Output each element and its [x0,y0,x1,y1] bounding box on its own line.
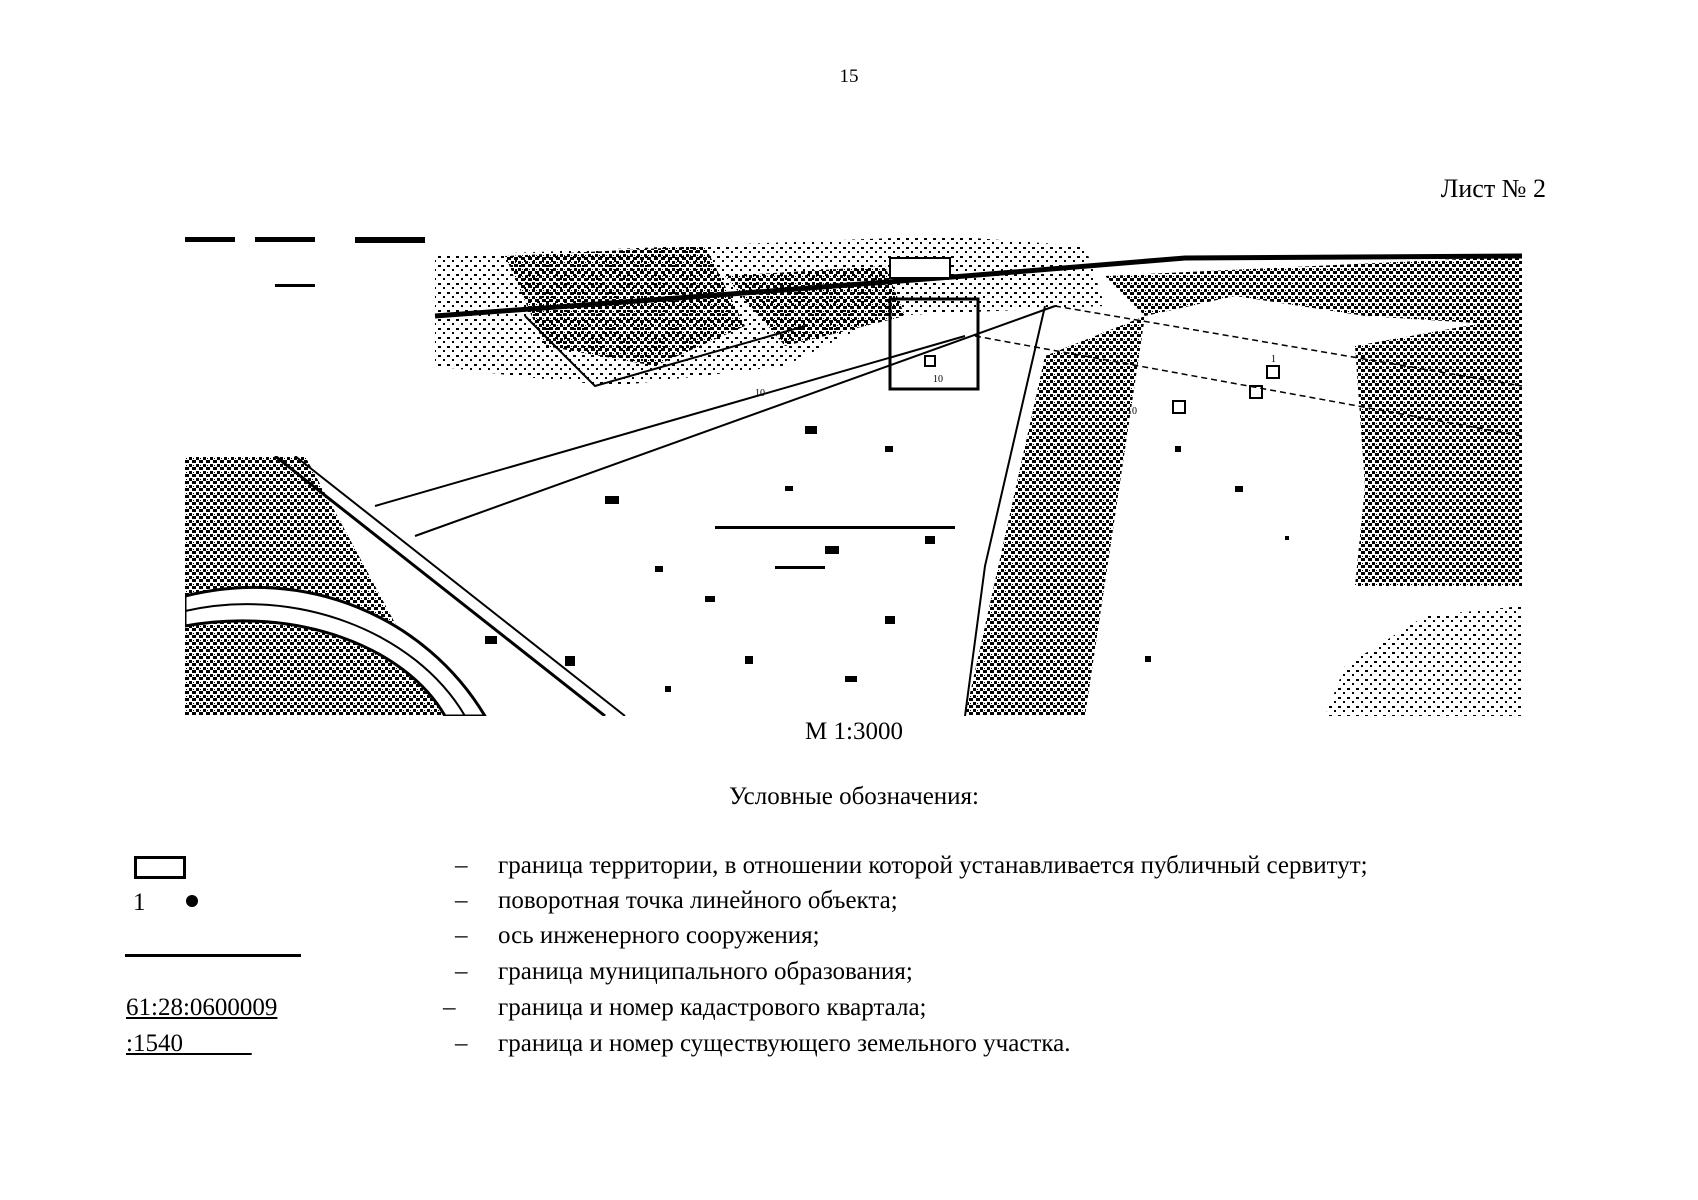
legend-title: Условные обозначения: [728,783,980,810]
point-label: 1 [1271,354,1276,365]
legend-item [0,852,1698,886]
legend-text: поворотная точка линейного объекта; [498,887,898,914]
legend-text: ось инженерного сооружения; [498,922,820,949]
point-label: 10 [933,374,943,385]
legend-item [0,994,1698,1028]
legend-text: граница и номер кадастрового квартала; [498,994,927,1021]
legend-text: граница и номер существующего земельного участка. [498,1030,1071,1057]
land-plot-number-text: :1540 [126,1030,183,1057]
turning-point-number: 1 [133,889,146,916]
legend-dash: – [455,852,468,879]
legend-dash: – [455,922,468,949]
legend-dash: – [455,1030,468,1057]
map-image [185,236,1522,716]
turning-point-symbol [186,895,198,907]
cadastral-quarter-number: 61:28:0600009 [126,994,278,1021]
legend-dash: – [455,887,468,914]
legend-dash: – [443,994,456,1021]
land-plot-number [126,1030,252,1058]
map-scale: М 1:3000 [805,718,903,745]
legend-text: граница муниципального образования; [498,958,913,985]
page-number: 15 [839,66,859,87]
legend-item [0,958,1698,992]
servitude-boundary-symbol [134,856,186,879]
legend-item [0,1030,1698,1064]
legend-item [0,887,1698,921]
municipal-boundary-symbol [125,954,301,957]
point-label: 10 [755,388,765,399]
legend-item [0,922,1698,956]
legend-text: граница территории, в отношении которой устанавливается публичный сервитут; [498,852,1368,879]
point-label: 10 [1127,406,1137,417]
legend-dash: – [455,958,468,985]
sheet-label: Лист № 2 [1440,174,1546,203]
